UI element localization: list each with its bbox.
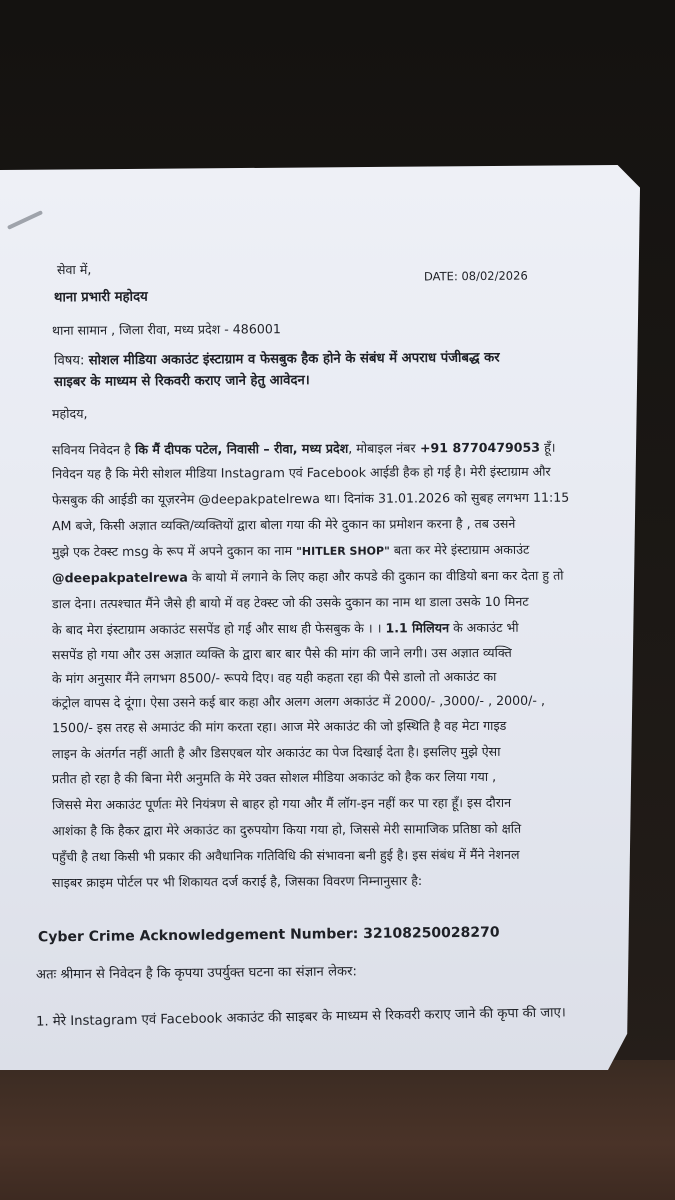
body-text: बता कर मेरे इंस्टाग्राम अकाउंट xyxy=(389,541,530,558)
subject-label: विषय: xyxy=(53,353,85,369)
body-text: मुझे एक टेक्स्ट msg के रूप में अपने दुकान का नाम xyxy=(51,542,297,560)
body-line-4: AM बजे, किसी अज्ञात व्यक्ति/व्यक्तियों द्वारा बोला गया की मेरे दुकान का प्रमोशन करना है , तब उसने xyxy=(51,515,516,534)
body-text: के बाद मेरा इंस्टाग्राम अकाउंट ससपेंड हो गई और साथ ही फेसबुक के । । xyxy=(51,620,386,638)
username: @deepakpatelrewa xyxy=(51,569,188,586)
follower-count: 1.1 मिलियन xyxy=(385,620,450,636)
body-line-1 xyxy=(52,440,556,458)
body-text: , मोबाइल नंबर xyxy=(348,440,416,456)
body-line-2: निवेदन यह है कि मेरी सोशल मीडिया Instagram एवं Facebook आईडी हैक हो गई है। मेरी इंस्टाग्राम और xyxy=(51,463,551,482)
request-intro: अतः श्रीमान से निवेदन है कि कृपया उपर्युक्त घटना का संज्ञान लेकर: xyxy=(35,964,358,983)
body-line-7: डाल देना। तत्पश्चात मैंने जैसे ही बायो में वह टेक्स्ट जो की उसके दुकान का नाम था डाला उसके 10 मिनट xyxy=(51,593,529,612)
body-line-3: फेसबुक की आईडी का यूज़रनेम @deepakpatelrewa था। दिनांक 31.01.2026 को सुबह लगभग 11:15 xyxy=(51,489,570,508)
letter-date: DATE: 08/02/2026 xyxy=(423,268,528,284)
acknowledgement-line xyxy=(38,925,500,947)
body-line-14: प्रतीत हो रहा है की बिना मेरी अनुमति के मेरे उक्त सोशल मीडिया अकाउंट को हैक कर लिया गया , xyxy=(51,768,497,787)
recipient-title: थाना प्रभारी महोदय xyxy=(53,289,148,306)
subject-line-1 xyxy=(54,350,500,369)
salutation-to: सेवा में, xyxy=(56,261,92,278)
body-text: के अकाउंट भी xyxy=(449,619,519,636)
body-line-5 xyxy=(52,542,529,560)
subject-text-1: सोशल मीडिया अकाउंट इंस्टाग्राम व फेसबुक हैक होने के संबंध में अपराध पंजीबद्ध कर xyxy=(88,350,500,369)
body-line-6 xyxy=(52,568,564,586)
body-line-12: 1500/- इस तरह से अमाउंट की मांग करता रहा। आज मेरे अकाउंट की जो इस्थिति है वह मेटा गाइड xyxy=(51,717,507,736)
body-text: के बायो में लगाने के लिए कहा और कपडे की दुकान का वीडियो बना कर देता हु तो xyxy=(187,567,564,585)
body-line-10: के मांग अनुसार मैंने लगभग 8500/- रूपये दिए। वह यही कहता रहा की पैसे डालो तो अकाउंट का xyxy=(51,668,497,687)
greeting: महोदय, xyxy=(51,405,88,422)
body-text: सविनय निवेदन है xyxy=(51,441,131,458)
mobile-number: +91 8770479053 xyxy=(415,439,541,456)
body-line-17: पहुँची है तथा किसी भी प्रकार की अवैधानिक गतिविधि की संभावना बनी हुई है। इस संबंध में मैंने नेशनल xyxy=(51,846,520,865)
body-line-11: कंट्रोल वापस दे दूंगा। ऐसा उसने कई बार कहा और अलग अलग अकाउंट में 2000/- ,3000/- , 2000/- , xyxy=(51,692,545,711)
request-item-1: 1. मेरे Instagram एवं Facebook अकाउंट की साइबर के माध्यम से रिकवरी कराए जाने की कृपा की जाए। xyxy=(35,1005,566,1030)
body-line-16: आशंका है कि हैकर द्वारा मेरे अकाउंट का दुरुपयोग किया गया हो, जिससे मेरी सामाजिक प्रतिष्ठा को क्षति xyxy=(51,820,522,839)
recipient-address: थाना सामान , जिला रीवा, मध्य प्रदेश - 486001 xyxy=(51,321,281,338)
body-text: हूँ। xyxy=(540,439,556,455)
body-line-13: लाइन के अंतर्गत नहीं आती है और डिसएबल योर अकाउंट का पेज दिखाई देता है। इसलिए मुझे ऐसा xyxy=(51,743,501,762)
body-line-18: साइबर क्राइम पोर्टल पर भी शिकायत दर्ज कराई है, जिसका विवरण निम्नानुसार है: xyxy=(51,873,423,890)
body-line-8 xyxy=(52,620,519,638)
shop-name: "HITLER SHOP" xyxy=(296,544,390,558)
subject-line-2: साइबर के माध्यम से रिकवरी कराए जाने हेतु आवेदन। xyxy=(53,373,310,390)
ack-number: 32108250028270 xyxy=(363,924,500,943)
body-line-9: ससपेंड हो गया और उस अज्ञात व्यक्ति के द्वारा बार बार पैसे की मांग की जाने लगी। उस अज्ञात व्यक्ति xyxy=(51,644,512,663)
applicant-name: कि मैं दीपक पटेल, निवासी – रीवा, मध्य प्रदेश xyxy=(130,440,349,457)
body-line-15: जिससे मेरा अकाउंट पूर्णतः मेरे नियंत्रण से बाहर हो गया और मैं लॉग-इन नहीं कर पा रहा हूँ। इस दौरान xyxy=(51,794,512,813)
ack-label: Cyber Crime Acknowledgement Number: xyxy=(37,926,359,946)
